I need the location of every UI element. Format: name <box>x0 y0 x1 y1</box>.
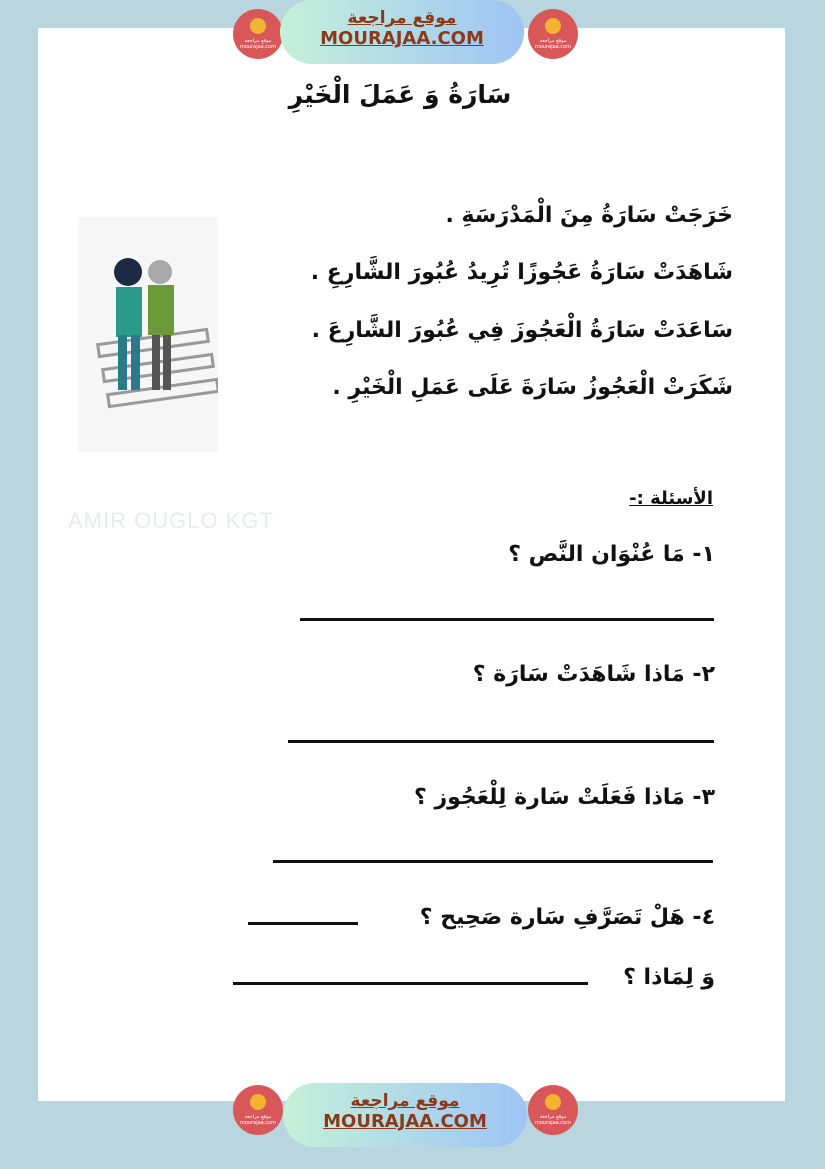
site-banner-bottom[interactable] <box>283 1083 527 1147</box>
banner-arabic: موقع مراجعة <box>350 1091 460 1111</box>
site-logo-left-bottom[interactable]: موقع مراجعة mourajaa.com <box>233 1085 283 1135</box>
site-banner-top[interactable] <box>280 0 524 64</box>
logo-icon <box>545 18 561 34</box>
answer-line-3[interactable] <box>273 860 713 863</box>
story-line: خَرَجَتْ سَارَةُ مِنَ الْمَدْرَسَةِ . <box>445 203 733 228</box>
story-line: سَاعَدَتْ سَارَةُ الْعَجُوزَ فِي عُبُورَ الشَّارِعَ . <box>311 318 733 343</box>
banner-arabic: موقع مراجعة <box>347 8 457 28</box>
illustration-girl-helping-old-woman <box>78 217 218 452</box>
logo-icon <box>250 1094 266 1110</box>
site-logo-right[interactable]: موقع مراجعة mourajaa.com <box>528 9 578 59</box>
banner-latin: MOURAJAA.COM <box>320 28 484 49</box>
questions-heading: الأسئلة :- <box>629 488 713 509</box>
site-logo-left[interactable]: موقع مراجعة mourajaa.com <box>233 9 283 59</box>
question-1: ١- مَا عُنْوَان النَّص ؟ <box>508 542 715 567</box>
watermark: AMIR OUGLO KGT <box>68 508 274 533</box>
story-line: شَكَرَتْ الْعَجُوزُ سَارَةَ عَلَى عَمَلِ الْخَيْرِ . <box>332 375 733 400</box>
logo-icon <box>250 18 266 34</box>
banner-latin: MOURAJAA.COM <box>323 1111 487 1132</box>
answer-line-4a[interactable] <box>248 922 358 925</box>
page-title: سَارَةُ وَ عَمَلَ الْخَيْرِ <box>288 80 512 109</box>
site-logo-right-bottom[interactable]: موقع مراجعة mourajaa.com <box>528 1085 578 1135</box>
question-4: ٤- هَلْ تَصَرَّفِ سَارة صَحِيح ؟ <box>419 905 715 930</box>
question-2: ٢- مَاذا شَاهَدَتْ سَارَة ؟ <box>472 662 715 687</box>
answer-line-1[interactable] <box>300 618 714 621</box>
question-3: ٣- مَاذا فَعَلَتْ سَارة لِلْعَجُوز ؟ <box>414 785 715 810</box>
story-line: شَاهَدَتْ سَارَةُ عَجُوزًا تُرِيدُ عُبُورَ الشَّارِعِ . <box>310 260 733 285</box>
answer-line-4b[interactable] <box>233 982 588 985</box>
question-4-why: وَ لِمَاذا ؟ <box>623 965 715 990</box>
logo-icon <box>545 1094 561 1110</box>
answer-line-2[interactable] <box>288 740 714 743</box>
